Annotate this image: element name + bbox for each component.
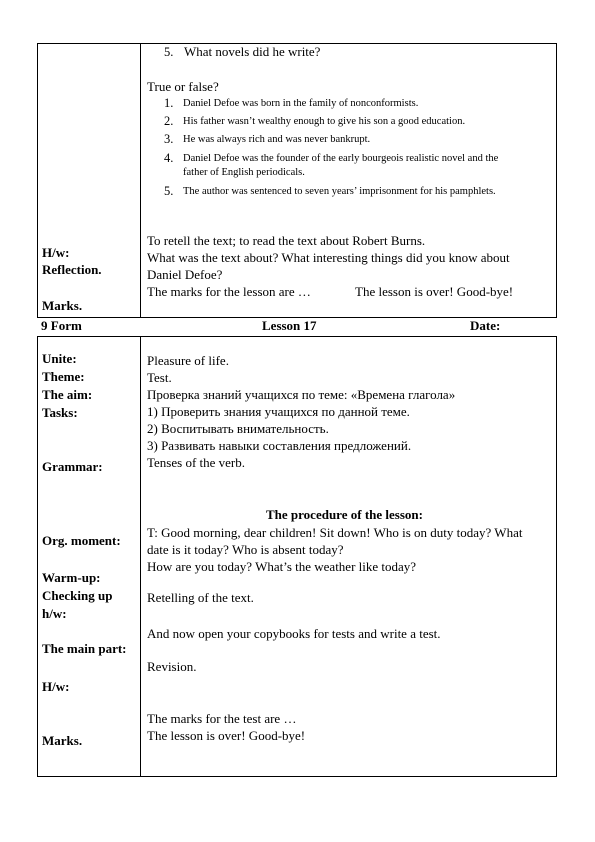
marks-label: Marks. <box>42 298 83 313</box>
main-part-text: And now open your copybooks for tests and write a test. <box>147 626 441 641</box>
aim-label: The aim: <box>42 387 93 402</box>
goodbye-text-bottom: The lesson is over! Good-bye! <box>147 728 306 743</box>
statement-5-number: 5. <box>164 184 174 198</box>
main-part-label: The main part: <box>42 641 127 656</box>
org-moment-label: Org. moment: <box>42 533 121 548</box>
hw-label: H/w: <box>42 245 70 260</box>
statement-2-number: 2. <box>164 114 174 128</box>
statement-1-text: Daniel Defoe was born in the family of nonconformists. <box>183 98 419 109</box>
marks-text: The marks for the lesson are … <box>147 284 311 299</box>
checking-up-label: Checking up <box>42 588 113 603</box>
true-false-heading: True or false? <box>147 79 219 94</box>
reflection-label: Reflection. <box>42 262 102 277</box>
procedure-heading: The procedure of the lesson: <box>266 507 423 522</box>
warm-up-text: How are you today? What’s the weather like today? <box>147 559 417 574</box>
theme-label: Theme: <box>42 369 85 384</box>
theme-text: Test. <box>147 370 172 385</box>
statement-2-text: His father wasn’t wealthy enough to give his son a good education. <box>183 116 466 127</box>
reflection-text-cont: Daniel Defoe? <box>147 267 223 282</box>
unite-label: Unite: <box>42 351 77 366</box>
grammar-label: Grammar: <box>42 459 103 474</box>
task-1: 1) Проверить знания учащихся по данной теме. <box>147 404 410 419</box>
statement-4-text: Daniel Defoe was the founder of the early bourgeois realistic novel and the <box>183 153 499 164</box>
hw-text-bottom: Revision. <box>147 659 197 674</box>
lesson-label: Lesson 17 <box>262 318 317 333</box>
top-table-divider <box>140 43 141 318</box>
tasks-label: Tasks: <box>42 405 78 420</box>
org-moment-text: T: Good morning, dear children! Sit down! Who is on duty today? What <box>147 525 523 540</box>
task-2: 2) Воспитывать внимательность. <box>147 421 329 436</box>
statement-4-text-cont: father of English periodicals. <box>183 167 305 178</box>
unite-text: Pleasure of life. <box>147 353 229 368</box>
bottom-table-divider <box>140 336 141 777</box>
top-table <box>37 43 557 318</box>
checking-up-text: Retelling of the text. <box>147 590 254 605</box>
goodbye-text: The lesson is over! Good-bye! <box>355 284 514 299</box>
date-label: Date: <box>470 318 501 333</box>
hw-text: To retell the text; to read the text about Robert Burns. <box>147 233 426 248</box>
marks-text-bottom: The marks for the test are … <box>147 711 297 726</box>
checking-up-hw-label: h/w: <box>42 606 67 621</box>
question-5-text: What novels did he write? <box>184 44 321 59</box>
task-3: 3) Развивать навыки составления предложений. <box>147 438 412 453</box>
org-moment-text-cont: date is it today? Who is absent today? <box>147 542 344 557</box>
statement-3-number: 3. <box>164 132 174 146</box>
statement-5-text: The author was sentenced to seven years’ imprisonment for his pamphlets. <box>183 186 496 197</box>
hw-label-bottom: H/w: <box>42 679 70 694</box>
marks-label-bottom: Marks. <box>42 733 83 748</box>
reflection-text: What was the text about? What interesting things did you know about <box>147 250 510 265</box>
warm-up-label: Warm-up: <box>42 570 101 585</box>
aim-text: Проверка знаний учащихся по теме: «Времена глагола» <box>147 387 456 402</box>
question-5-number: 5. <box>164 45 174 59</box>
statement-1-number: 1. <box>164 96 174 110</box>
statement-3-text: He was always rich and was never bankrupt. <box>183 134 371 145</box>
grammar-text: Tenses of the verb. <box>147 455 246 470</box>
form-label: 9 Form <box>41 318 82 333</box>
statement-4-number: 4. <box>164 151 174 165</box>
